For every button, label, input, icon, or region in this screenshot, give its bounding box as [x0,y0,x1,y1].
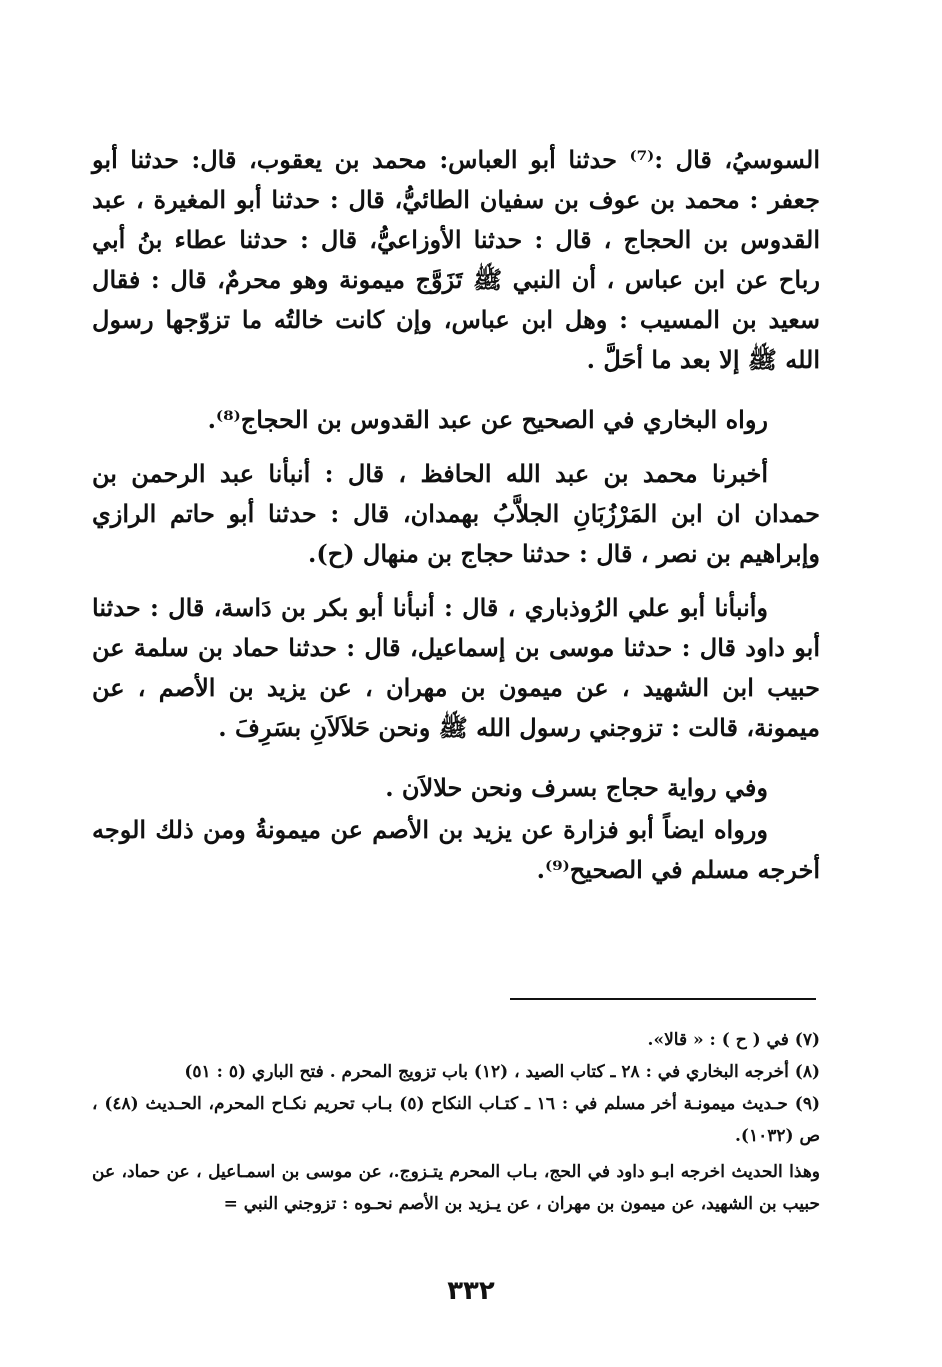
footnote-9: (٩) حـديث ميمونـة أخر مسلم في : ١٦ ـ كتـاب النكاح (٥) بـاب تحريم نكـاح المحرم، الحـديث (٤٨) ، ص (١٠٣٢). [92,1094,820,1146]
paragraph-hajjaj-narration: وفي رواية حجاج بسرف ونحن حلالاَن . [385,773,768,802]
footnote-continuation: وهذا الحديث اخرجه ابـو داود في الحج، بـاب المحرم يتـزوج.، عن موسى بن اسمـاعيل ، عن حماد، عن حبيب بن الشهيد، عن ميمون بن مهران ، عن يـزيد بن الأصم نحـوه : تزوجني النبي = [92,1162,820,1214]
page-number: ٣٣٢ [447,1276,495,1306]
paragraph-isnad-2: أخبرنا محمد بن عبد الله الحافظ ، قال : أنبأنا عبد الرحمن بن حمدان ان ابن المَرْزُبَانِ الجلاَّبُ بهمدان، قال : حدثنا أبو حاتم الرازي وإبراهيم بن نصر ، قال : حدثنا حجاج بن منهال (ح). [92,459,820,568]
footnote-8: (٨) أخرجه البخاري في : ٢٨ ـ كتاب الصيد ، (١٢) باب تزويج المحرم . فتح الباري (٥ : ٥١) [184,1062,820,1082]
footnote-divider [510,998,816,1000]
paragraph-isnad-3: وأنبأنا أبو علي الرُوذباري ، قال : أنبأنا أبو بكر بن دَاسة، قال : حدثنا أبو داود قال : حدثنا موسى بن إسماعيل، قال : حدثنا حماد بن سلمة عن حبيب ابن الشهيد ، عن ميمون بن مهران ، عن يزيد بن الأصم ، عن ميمونة، قالت : تزوجني رسول الله ﷺ ونحن حَلاَلاَنِ بسَرِفَ . [92,593,820,742]
paragraph-bukhari-note: رواه البخاري في الصحيح عن عبد القدوس بن الحجاج⁽⁸⁾. [207,405,768,434]
footnotes [92,1024,820,1220]
paragraph-isnad-1: السوسيُ، قال :⁽⁷⁾ حدثنا أبو العباس: محمد بن يعقوب، قال: حدثنا أبو جعفر : محمد بن عوف بن سفيان الطائيُّ، قال : حدثنا أبو المغيرة ، عبد القدوس بن الحجاج ، قال : حدثنا الأوزاعيُّ، قال : حدثنا عطاء بنُ أبي رباح عن ابن عباس ، أن النبي ﷺ تَزَوَّج ميمونة وهو محرمٌ، قال : فقال سعيد بن المسيب : وهل ابن عباس، وإن كانت خالتُه ما تزوّجها رسول الله ﷺ إلا بعد ما أحَلَّ . [92,145,820,374]
main-text [92,140,820,890]
footnote-7: (٧) في ( ح ) : « قالا». [647,1030,820,1050]
paragraph-muslim-note: ورواه ايضاً أبو فزارة عن يزيد بن الأصم عن ميمونةُ ومن ذلك الوجه أخرجه مسلم في الصحيح⁽⁹⁾. [92,815,820,884]
